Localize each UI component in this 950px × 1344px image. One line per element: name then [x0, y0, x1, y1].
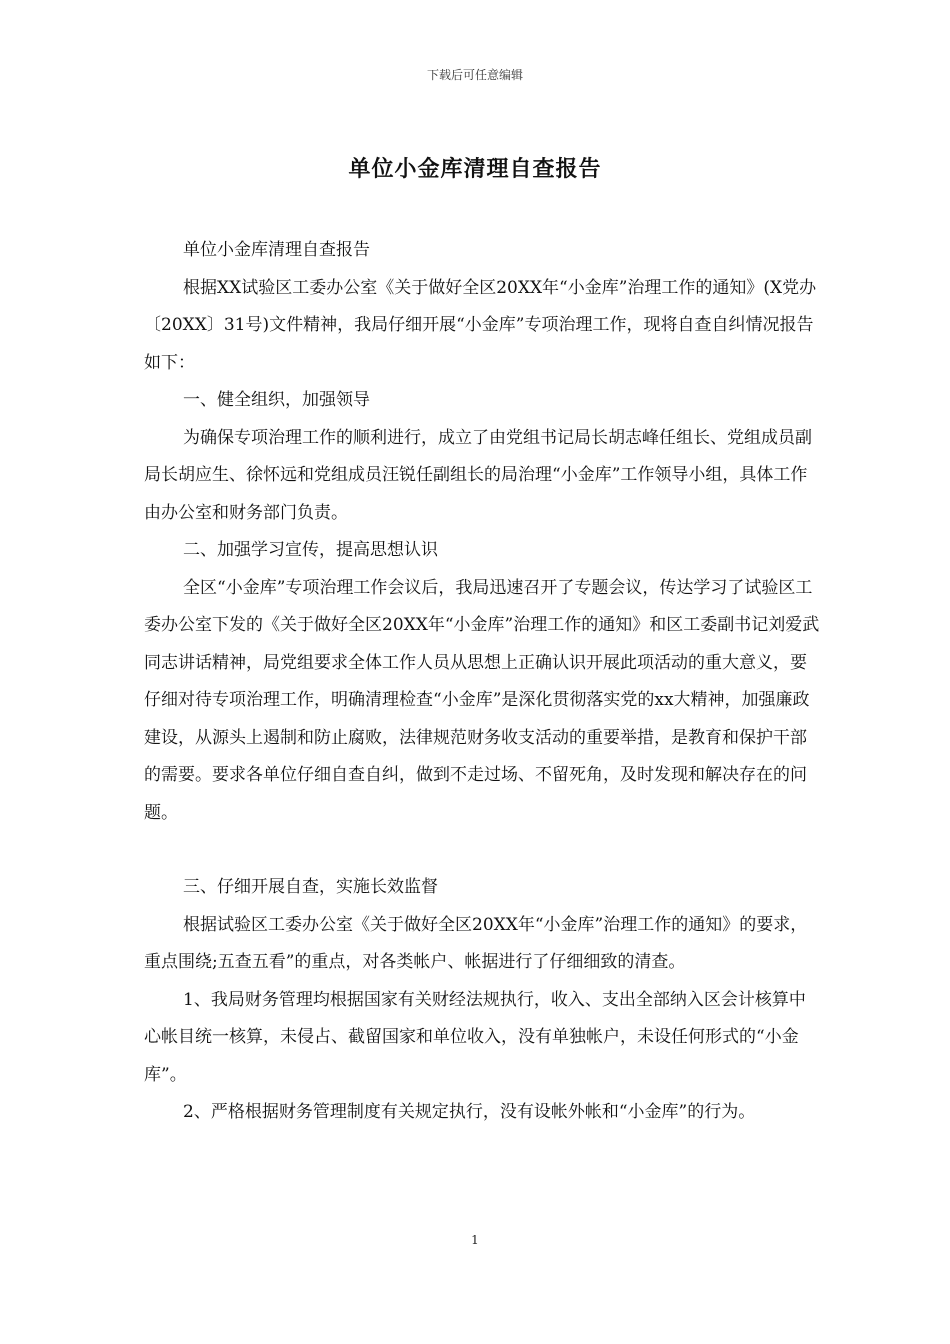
paragraph-item-1: 1、我局财务管理均根据国家有关财经法规执行，收入、支出全部纳入区会计核算中心帐目统一核算，未侵占、截留国家和单位收入，没有单独帐户，未设任何形式的“小金库”。 [144, 989, 806, 1085]
page-number: 1 [471, 1233, 479, 1247]
paragraph-subtitle: 单位小金库清理自查报告 [183, 240, 370, 260]
section-heading-3: 三、仔细开展自查，实施长效监督 [183, 877, 438, 897]
section-heading-1: 一、健全组织，加强领导 [183, 390, 370, 410]
header-note: 下载后可任意编辑 [426, 68, 523, 82]
document-title: 单位小金库清理自查报告 [348, 157, 602, 182]
paragraph-section-3: 根据试验区工委办公室《关于做好全区20XX年“小金库”治理工作的通知》的要求，重点围绕;五查五看”的重点，对各类帐户、帐据进行了仔细细致的清查。 [144, 914, 808, 972]
document-body [144, 232, 820, 1132]
paragraph-section-2: 全区“小金库”专项治理工作会议后，我局迅速召开了专题会议，传达学习了试验区工委办公室下发的《关于做好全区20XX年“小金库”治理工作的通知》和区工委副书记刘爱武同志讲话精神，局党组要求全体工作人员从思想上正确认识开展此项活动的重大意义，要仔细对待专项治理工作，明确清理检查“小金库”是深化贯彻落实党的xx大精神，加强廉政建设，从源头上遏制和防止腐败，法律规范财务收支活动的重要举措，是教育和保护干部的需要。要求各单位仔细自查自纠，做到不走过场、不留死角，及时发现和解决存在的问题。 [144, 577, 820, 823]
paragraph-intro: 根据XX试验区工委办公室《关于做好全区20XX年“小金库”治理工作的通知》(X党办〔20XX〕31号)文件精神，我局仔细开展“小金库”专项治理工作，现将自查自纠情况报告如下： [144, 277, 817, 373]
paragraph-item-2: 2、严格根据财务管理制度有关规定执行，没有设帐外帐和“小金库”的行为。 [183, 1102, 756, 1122]
paragraph-section-1: 为确保专项治理工作的顺利进行，成立了由党组书记局长胡志峰任组长、党组成员副局长胡应生、徐怀远和党组成员汪锐任副组长的局治理“小金库”工作领导小组，具体工作由办公室和财务部门负责。 [144, 427, 812, 523]
blank-line [144, 832, 820, 869]
section-heading-2: 二、加强学习宣传，提高思想认识 [183, 540, 438, 560]
